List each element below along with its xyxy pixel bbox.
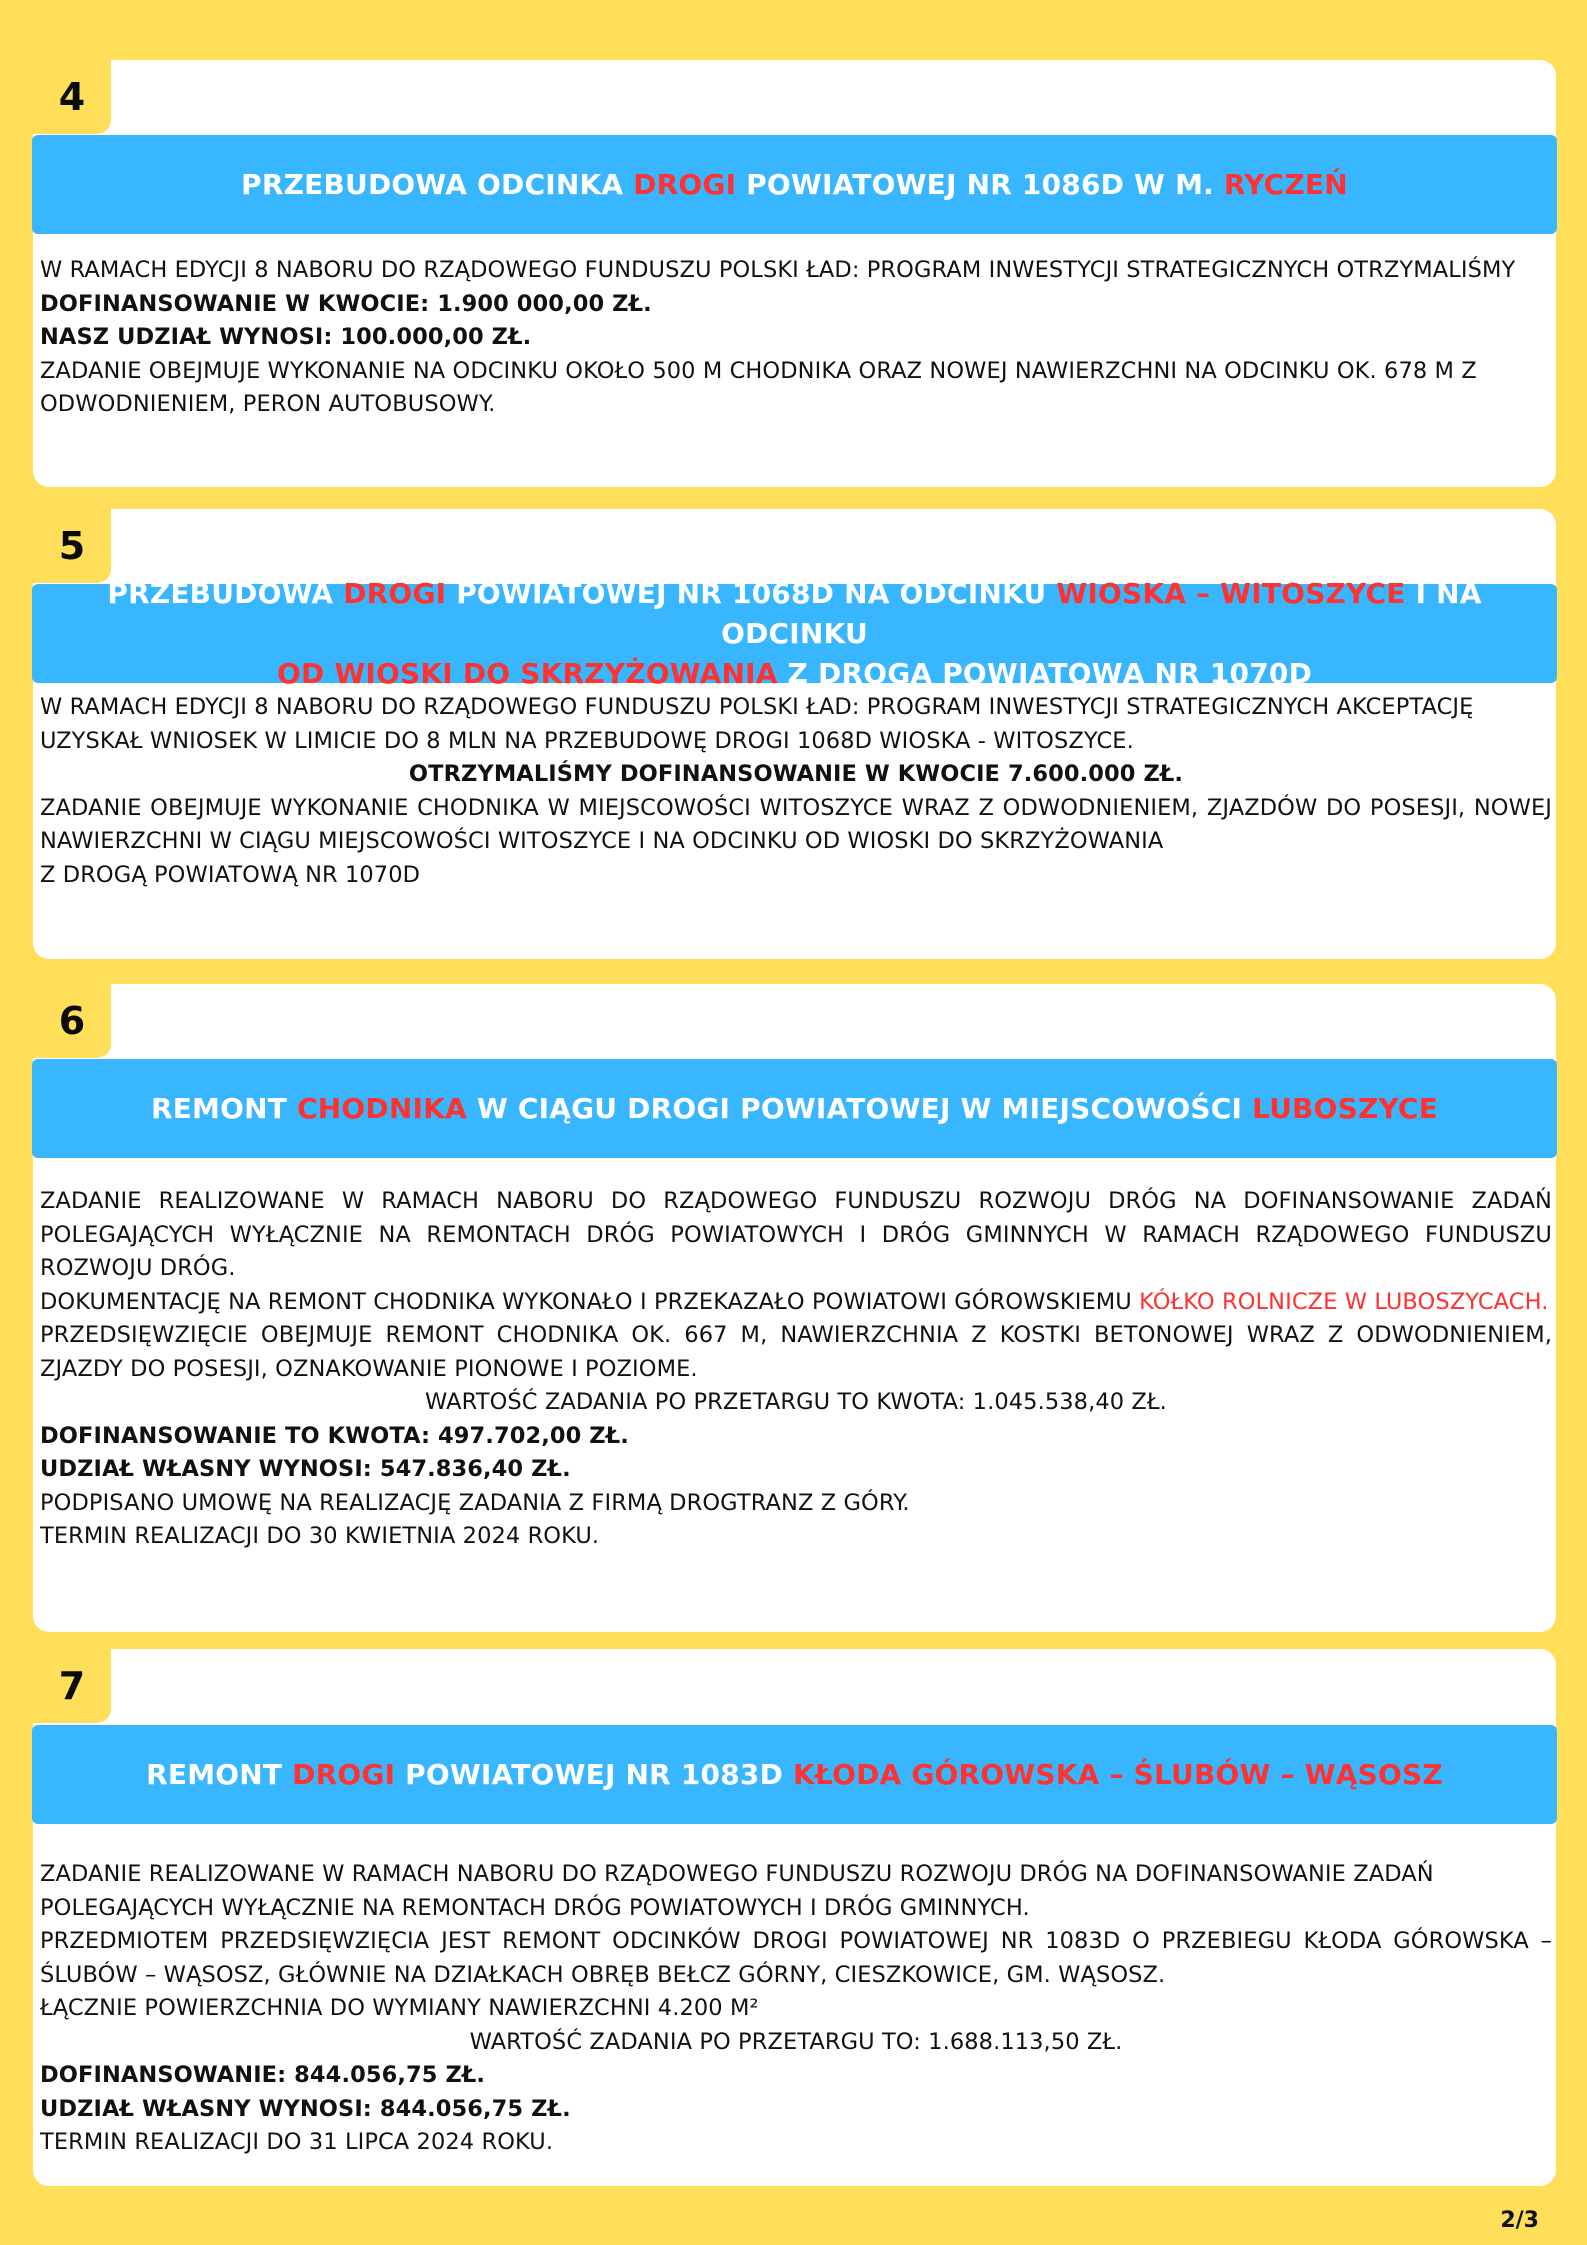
section-title-banner-7 xyxy=(32,1725,1557,1824)
section-body-5 xyxy=(40,691,1552,892)
section-title-6: REMONT CHODNIKA W CIĄGU DROGI POWIATOWEJ W MIEJSCOWOŚCI LUBOSZYCE xyxy=(150,1091,1439,1125)
paragraph-value: WARTOŚĆ ZADANIA PO PRZETARGU TO: 1.688.113,50 ZŁ. xyxy=(469,2028,1123,2055)
paragraph-intro: ZADANIE REALIZOWANE W RAMACH NABORU DO RZĄDOWEGO FUNDUSZU ROZWOJU DRÓG NA DOFINANSOWANIE ZADAŃ POLEGAJĄCYCH WYŁĄCZNIE NA REMONTACH DRÓG POWIATOWYCH I DRÓG GMINNYCH. xyxy=(40,1861,1434,1921)
page-number: 2/3 xyxy=(1500,2208,1539,2233)
section-number-4: 4 xyxy=(33,60,111,134)
paragraph-funding: DOFINANSOWANIE TO KWOTA: 497.702,00 ZŁ. xyxy=(40,1422,629,1449)
paragraph-funding: DOFINANSOWANIE: 844.056,75 ZŁ. xyxy=(40,2062,486,2088)
section-title-5-line1: PRZEBUDOWA DROGI POWIATOWEJ NR 1068D NA ODCINKU WIOSKA – WITOSZYCE I NA ODCINKU xyxy=(107,576,1482,650)
section-title-4: PRZEBUDOWA ODCINKA DROGI POWIATOWEJ NR 1086D W M. RYCZEŃ xyxy=(241,167,1348,201)
paragraph-scope: ZADANIE OBEJMUJE WYKONANIE CHODNIKA W MIEJSCOWOŚCI WITOSZYCE WRAZ Z ODWODNIENIEM, ZJAZDÓW DO POSESJI, NOWEJ NAWIERZCHNI W CIĄGU MIEJSCOWOŚCI WITOSZYCE I NA ODCINKU OD WIOSKI DO SKRZYŻOWANIA xyxy=(40,794,1552,854)
paragraph-scope: PRZEDSIĘWZIĘCIE OBEJMUJE REMONT CHODNIKA OK. 667 M, NAWIERZCHNIA Z KOSTKI BETONOWEJ WRAZ Z ODWODNIENIEM, ZJAZDY DO POSESJI, OZNAKOWANIE PIONOWE I POZIOME. xyxy=(40,1322,1552,1382)
section-number-7: 7 xyxy=(33,1649,111,1723)
paragraph-share: NASZ UDZIAŁ WYNOSI: 100.000,00 ZŁ. xyxy=(40,324,532,350)
section-title-banner-4 xyxy=(32,135,1557,234)
paragraph-own-share: UDZIAŁ WŁASNY WYNOSI: 547.836,40 ZŁ. xyxy=(40,1456,571,1482)
section-title-7: REMONT DROGI POWIATOWEJ NR 1083D KŁODA GÓROWSKA – ŚLUBÓW – WĄSOSZ xyxy=(146,1757,1443,1791)
section-body-7 xyxy=(40,1858,1552,2160)
section-body-6 xyxy=(40,1185,1552,1554)
paragraph-own-share: UDZIAŁ WŁASNY WYNOSI: 844.056,75 ZŁ. xyxy=(40,2095,571,2122)
paragraph-value: WARTOŚĆ ZADANIA PO PRZETARGU TO KWOTA: 1.045.538,40 ZŁ. xyxy=(425,1389,1167,1415)
paragraph-funding: OTRZYMALIŚMY DOFINANSOWANIE W KWOCIE 7.600.000 ZŁ. xyxy=(408,761,1184,787)
paragraph-scope-end: Z DROGĄ POWIATOWĄ NR 1070D xyxy=(40,861,421,888)
section-title-banner-6 xyxy=(32,1059,1557,1158)
paragraph-deadline: TERMIN REALIZACJI DO 31 LIPCA 2024 ROKU. xyxy=(40,2129,554,2155)
section-title-5-line2: OD WIOSKI DO SKRZYŻOWANIA Z DROGĄ POWIATOWĄ NR 1070D xyxy=(276,656,1313,690)
paragraph-scope: ZADANIE OBEJMUJE WYKONANIE NA ODCINKU OKOŁO 500 M CHODNIKA ORAZ NOWEJ NAWIERZCHNI NA ODCINKU OK. 678 M Z ODWODNIENIEM, PERON AUTOBUSOWY. xyxy=(40,357,1477,417)
paragraph-contract: PODPISANO UMOWĘ NA REALIZACJĘ ZADANIA Z FIRMĄ DROGTRANZ Z GÓRY. xyxy=(40,1489,910,1516)
section-number-5: 5 xyxy=(33,509,111,583)
section-body-4 xyxy=(40,254,1552,422)
paragraph-docs: DOKUMENTACJĘ NA REMONT CHODNIKA WYKONAŁO I PRZEKAZAŁO POWIATOWI GÓROWSKIEMU KÓŁKO ROLNICZE W LUBOSZYCACH. xyxy=(40,1288,1549,1315)
paragraph-intro: W RAMACH EDYCJI 8 NABORU DO RZĄDOWEGO FUNDUSZU POLSKI ŁAD: PROGRAM INWESTYCJI STRATEGICZNYCH OTRZYMALIŚMY DOFINANSOWANIE W KWOCIE: 1.900 000,00 ZŁ. xyxy=(40,257,1516,317)
paragraph-subject: PRZEDMIOTEM PRZEDSIĘWZIĘCIA JEST REMONT ODCINKÓW DROGI POWIATOWEJ NR 1083D O PRZEBIEGU KŁODA GÓROWSKA – ŚLUBÓW – WĄSOSZ, GŁÓWNIE NA DZIAŁKACH OBRĘB BEŁCZ GÓRNY, CIESZKOWICE, GM. WĄSOSZ. xyxy=(40,1928,1552,1988)
section-title-banner-5 xyxy=(32,576,1557,690)
paragraph-area: ŁĄCZNIE POWIERZCHNIA DO WYMIANY NAWIERZCHNI 4.200 M² xyxy=(40,1995,759,2021)
paragraph-intro: ZADANIE REALIZOWANE W RAMACH NABORU DO RZĄDOWEGO FUNDUSZU ROZWOJU DRÓG NA DOFINANSOWANIE ZADAŃ POLEGAJĄCYCH WYŁĄCZNIE NA REMONTACH DRÓG POWIATOWYCH I DRÓG GMINNYCH W RAMACH RZĄDOWEGO FUNDUSZU ROZWOJU DRÓG. xyxy=(40,1188,1552,1281)
paragraph-deadline: TERMIN REALIZACJI DO 30 KWIETNIA 2024 ROKU. xyxy=(40,1523,600,1549)
paragraph-intro: W RAMACH EDYCJI 8 NABORU DO RZĄDOWEGO FUNDUSZU POLSKI ŁAD: PROGRAM INWESTYCJI STRATEGICZNYCH AKCEPTACJĘ UZYSKAŁ WNIOSEK W LIMICIE DO 8 MLN NA PRZEBUDOWĘ DROGI 1068D WIOSKA - WITOSZYCE. xyxy=(40,694,1474,754)
section-number-6: 6 xyxy=(33,984,111,1058)
